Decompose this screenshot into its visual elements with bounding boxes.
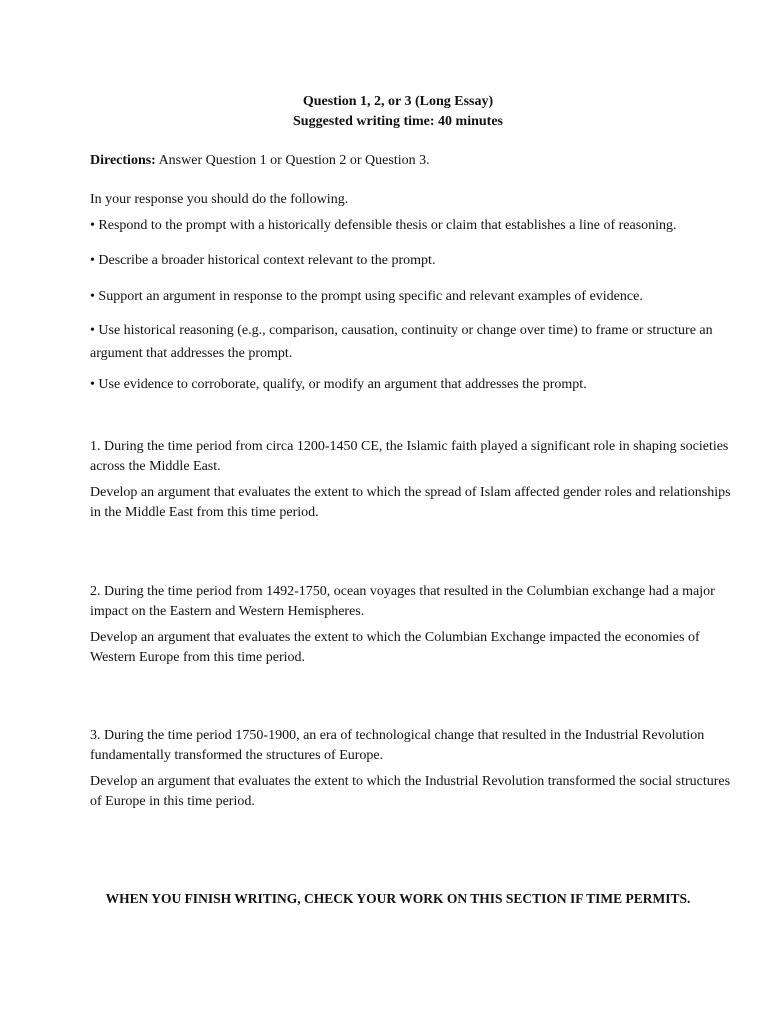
directions [90, 151, 430, 171]
question-task: Develop an argument that evaluates the extent to which the spread of Islam affected gender roles and relationships in the Middle East from this time period. [90, 485, 731, 520]
instruction-item [90, 285, 740, 308]
directions-text: Answer Question 1 or Question 2 or Question 3. [155, 153, 430, 168]
instruction-item [90, 249, 740, 272]
instruction-text: Use historical reasoning (e.g., comparison, causation, continuity or change over time) to frame or structure an argument that addresses the prompt. [90, 323, 713, 361]
bullet-icon: • [90, 289, 95, 304]
question-3 [90, 726, 740, 812]
instruction-item [90, 373, 740, 396]
question-prompt: 3. During the time period 1750-1900, an era of technological change that resulted in the Industrial Revolution fundamentally transformed the structures of Europe. [90, 728, 705, 763]
page-title: Question 1, 2, or 3 (Long Essay) [302, 94, 494, 109]
instruction-item [90, 214, 740, 237]
instructions-intro: In your response you should do the following. [90, 192, 349, 207]
instruction-text: Use evidence to corroborate, qualify, or modify an argument that addresses the prompt. [94, 377, 587, 392]
instruction-item [90, 319, 740, 365]
bullet-icon: • [90, 323, 95, 338]
bullet-icon: • [90, 218, 95, 233]
instruction-text: Respond to the prompt with a historically defensible thesis or claim that establishes a line of reasoning. [94, 218, 677, 233]
question-prompt: 2. During the time period from 1492-1750, ocean voyages that resulted in the Columbian exchange had a major impact on the Eastern and Western Hemispheres. [90, 584, 715, 619]
question-task: Develop an argument that evaluates the extent to which the Columbian Exchange impacted the economies of Western Europe from this time period. [90, 630, 700, 665]
page-header [0, 92, 768, 132]
bullet-icon: • [90, 253, 95, 268]
question-prompt: 1. During the time period from circa 1200-1450 CE, the Islamic faith played a significant role in shaping societies across the Middle East. [90, 439, 729, 474]
question-task: Develop an argument that evaluates the extent to which the Industrial Revolution transformed the social structures of Europe in this time period. [90, 774, 731, 809]
bullet-icon: • [90, 377, 95, 392]
directions-label: Directions: [90, 153, 156, 168]
instruction-text: Support an argument in response to the prompt using specific and relevant examples of evidence. [94, 289, 643, 304]
question-1 [90, 437, 740, 523]
page-subtitle: Suggested writing time: 40 minutes [293, 114, 503, 129]
question-2 [90, 582, 740, 668]
instruction-text: Describe a broader historical context relevant to the prompt. [94, 253, 436, 268]
finish-notice: WHEN YOU FINISH WRITING, CHECK YOUR WORK ON THIS SECTION IF TIME PERMITS. [105, 891, 691, 906]
